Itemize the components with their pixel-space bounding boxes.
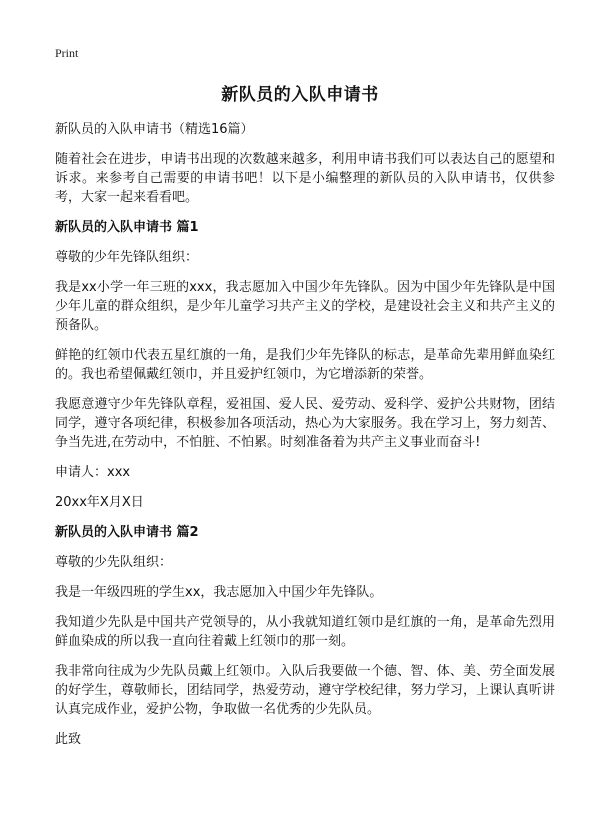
section1-paragraph-2: 鲜艳的红领巾代表五星红旗的一角，是我们少年先锋队的标志，是革命先辈用鲜血染红的。我也希望佩戴红领巾，并且爱护红领巾，为它增添新的荣誉。 xyxy=(55,348,555,382)
document-body xyxy=(55,120,555,760)
section2-paragraph-1: 我是一年级四班的学生xx，我志愿加入中国少年先锋队。 xyxy=(55,585,383,600)
section2-salutation: 尊敬的少先队组织： xyxy=(55,555,173,570)
section1-paragraph-3: 我愿意遵守少年先锋队章程，爱祖国、爱人民、爱劳动、爱科学、爱护公共财物，团结同学，遵守各项纪律，积极参加各项活动，热心为大家服务。我在学习上，努力刻苦、争当先进,在劳动中，不怕脏、不怕累。时刻准备着为共产主义事业而奋斗! xyxy=(55,397,555,450)
document-subtitle: 新队员的入队申请书（精选16篇） xyxy=(55,122,254,137)
section1-date: 20xx年X月X日 xyxy=(55,495,144,510)
section1-applicant: 申请人：xxx xyxy=(55,465,131,480)
section2-paragraph-2: 我知道少先队是中国共产党领导的，从小我就知道红领巾是红旗的一角，是革命先烈用鲜血染成的所以我一直向往着戴上红领巾的那一刻。 xyxy=(55,615,555,649)
section2-closing: 此致 xyxy=(55,732,82,747)
section2-heading: 新队员的入队申请书 篇2 xyxy=(55,525,199,540)
section1-salutation: 尊敬的少年先锋队组织： xyxy=(55,250,199,265)
print-label[interactable]: Print xyxy=(55,46,79,60)
section1-paragraph-1: 我是xx小学一年三班的xxx，我志愿加入中国少年先锋队。因为中国少年先锋队是中国少年儿童的群众组织，是少年儿童学习共产主义的学校，是建设社会主义和共产主义的预备队。 xyxy=(55,280,555,333)
intro-paragraph: 随着社会在进步，申请书出现的次数越来越多，利用申请书我们可以表达自己的愿望和诉求。来参考自己需要的申请书吧！以下是小编整理的新队员的入队申请书，仅供参考，大家一起来看看吧。 xyxy=(55,152,555,205)
section2-paragraph-3: 我非常向往成为少先队员戴上红领巾。入队后我要做一个德、智、体、美、劳全面发展的好学生，尊敬师长，团结同学，热爱劳动，遵守学校纪律，努力学习，上课认真听讲认真完成作业，爱护公物，争取做一名优秀的少先队员。 xyxy=(55,664,555,717)
section1-heading: 新队员的入队申请书 篇1 xyxy=(55,220,199,235)
document-title: 新队员的入队申请书 xyxy=(221,85,379,105)
